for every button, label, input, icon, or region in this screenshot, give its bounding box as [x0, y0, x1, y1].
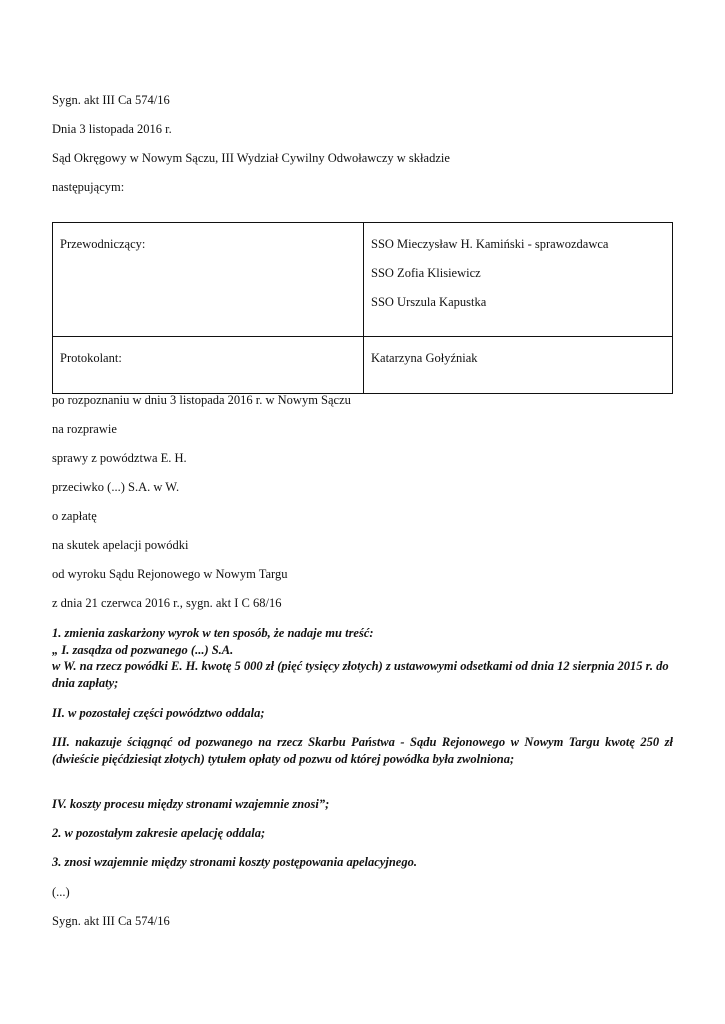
ruling-point-1-line-3: w W. na rzecz powódki E. H. kwotę 5 000 zł (pięć tysięcy złotych) z ustawowymi odsetkami od dnia 12 sierpnia 2015 r. do dnia zapłaty; [52, 659, 669, 690]
panel-table [52, 222, 673, 394]
case-line: o zapłatę [52, 509, 97, 523]
case-line: sprawy z powództwa E. H. [52, 451, 187, 465]
ruling-text: 3. znosi wzajemnie między stronami koszty postępowania apelacyjnego. [52, 855, 417, 869]
court-composition-line: Sąd Okręgowy w Nowym Sączu, III Wydział Cywilny Odwoławczy w składzie [52, 151, 450, 165]
ruling-point-4 [52, 796, 673, 813]
presiding-label: Przewodniczący: [60, 237, 146, 251]
judgment-date: Dnia 3 listopada 2016 r. [52, 122, 172, 136]
ruling-point-6 [52, 854, 673, 871]
ruling-text: III. nakazuje ściągnąć od pozwanego na rzecz Skarbu Państwa - Sądu Rejonowego w Nowym Targu kwotę 250 zł (dwieście pięćdziesiąt złotych) tytułem opłaty od pozwu od której powódka była zwolniona; [52, 735, 673, 766]
case-line: od wyroku Sądu Rejonowego w Nowym Targu [52, 567, 288, 581]
ruling-point-5 [52, 825, 673, 842]
ruling-point-1-line-1: 1. zmienia zaskarżony wyrok w ten sposób, że nadaje mu treść: [52, 626, 374, 640]
clerk-name-cell [364, 337, 673, 394]
judge-name: SSO Zofia Klisiewicz [371, 266, 481, 280]
case-signature-bottom: Sygn. akt III Ca 574/16 [52, 914, 170, 928]
panel-row-presiding [53, 223, 673, 337]
clerk-name: Katarzyna Gołyźniak [371, 351, 478, 365]
ruling-text: 2. w pozostałym zakresie apelację oddala; [52, 826, 266, 840]
ruling-point-3 [52, 734, 673, 767]
panel-row-clerk [53, 337, 673, 394]
ruling-point-2 [52, 705, 673, 722]
judge-name: SSO Mieczysław H. Kamiński - sprawozdawca [371, 237, 609, 251]
omission-ellipsis: (...) [52, 885, 70, 899]
case-signature-top: Sygn. akt III Ca 574/16 [52, 93, 170, 107]
case-line: przeciwko (...) S.A. w W. [52, 480, 180, 494]
ruling-point-1-line-2: „ I. zasądza od pozwanego (...) S.A. [52, 642, 234, 657]
clerk-label: Protokolant: [60, 351, 122, 365]
ruling-text: II. w pozostałej części powództwo oddala; [52, 706, 265, 720]
judges-cell [364, 223, 673, 337]
case-line: na skutek apelacji powódki [52, 538, 189, 552]
judge-name: SSO Urszula Kapustka [371, 295, 487, 309]
presiding-label-cell [53, 223, 364, 337]
clerk-label-cell [53, 337, 364, 394]
case-line: na rozprawie [52, 422, 117, 436]
court-composition-line-2: następującym: [52, 180, 125, 194]
ruling-text: IV. koszty procesu między stronami wzajemnie znosi”; [52, 797, 330, 811]
case-line: z dnia 21 czerwca 2016 r., sygn. akt I C 68/16 [52, 596, 282, 610]
case-line: po rozpoznaniu w dniu 3 listopada 2016 r. w Nowym Sączu [52, 393, 351, 407]
ruling-point-1 [52, 625, 673, 691]
